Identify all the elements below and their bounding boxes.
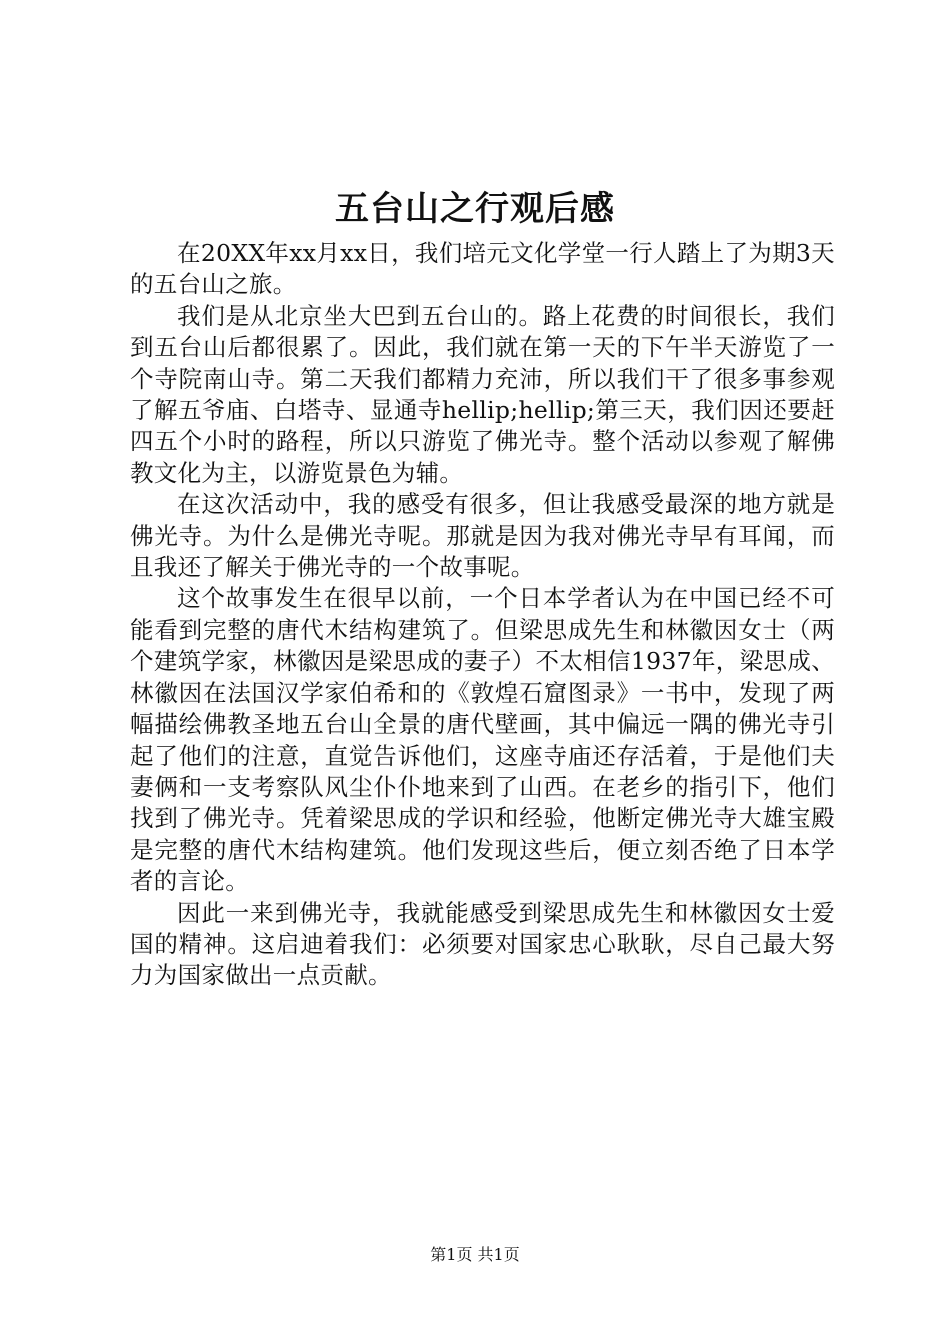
paragraph-trip-intro: 在20XX年xx月xx日，我们培元文化学堂一行人踏上了为期3天的五台山之旅。 [130, 239, 835, 299]
paragraph-itinerary: 我们是从北京坐大巴到五台山的。路上花费的时间很长，我们到五台山后都很累了。因此，我们就在第一天的下午半天游览了一个寺院南山寺。第二天我们都精力充沛，所以我们干了很多事参观了解五爷庙、白塔寺、显通寺hellip;hellip;第三天，我们因还要赶四五个小时的路程，所以只游览了佛光寺。整个活动以参观了解佛教文化为主，以游览景色为辅。 [130, 301, 835, 487]
document-body [130, 238, 835, 992]
paragraph-story: 这个故事发生在很早以前，一个日本学者认为在中国已经不可能看到完整的唐代木结构建筑了。但梁思成先生和林徽因女士（两个建筑学家，林徽因是梁思成的妻子）不太相信1937年，梁思成、林徽因在法国汉学家伯希和的《敦煌石窟图录》一书中，发现了两幅描绘佛教圣地五台山全景的唐代壁画，其中偏远一隅的佛光寺引起了他们的注意，直觉告诉他们，这座寺庙还存活着，于是他们夫妻俩和一支考察队风尘仆仆地来到了山西。在老乡的指引下，他们找到了佛光寺。凭着梁思成的学识和经验，他断定佛光寺大雄宝殿是完整的唐代木结构建筑。他们发现这些后，便立刻否绝了日本学者的言论。 [130, 584, 835, 896]
document-title: 五台山之行观后感 [335, 189, 615, 229]
paragraph-impression: 在这次活动中，我的感受有很多，但让我感受最深的地方就是佛光寺。为什么是佛光寺呢。那就是因为我对佛光寺早有耳闻，而且我还了解关于佛光寺的一个故事呢。 [130, 490, 835, 582]
page-number-footer: 第1页 共1页 [430, 1245, 520, 1264]
paragraph-conclusion: 因此一来到佛光寺，我就能感受到梁思成先生和林徽因女士爱国的精神。这启迪着我们：必须要对国家忠心耿耿，尽自己最大努力为国家做出一点贡献。 [130, 898, 835, 990]
